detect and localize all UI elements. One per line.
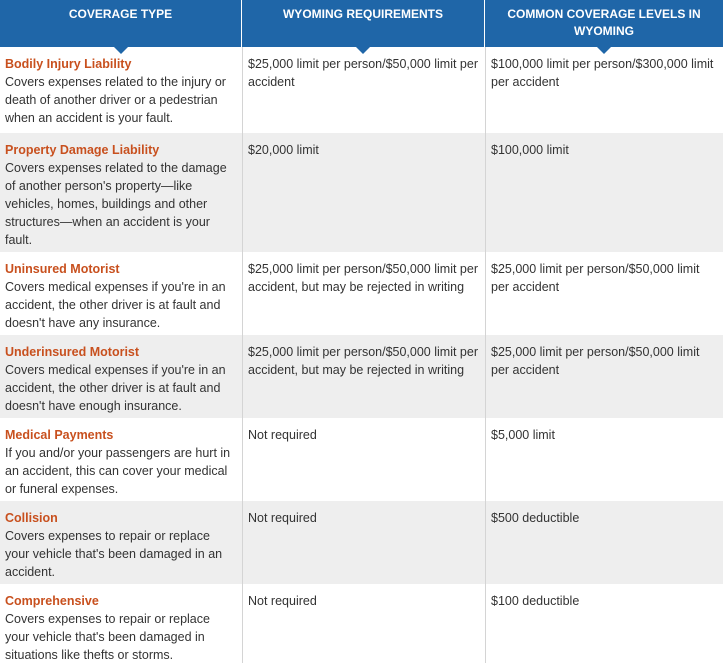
common-level-cell: $25,000 limit per person/$50,000 limit per accident <box>485 252 723 335</box>
header-wyoming-requirements <box>242 0 485 47</box>
header-pointer-icon <box>356 47 370 54</box>
header-wyoming-requirements-label: WYOMING REQUIREMENTS <box>282 7 443 21</box>
common-level-cell: $5,000 limit <box>485 418 723 501</box>
coverage-description: Covers medical expenses if you're in an accident, the other driver is at fault and doesn't have enough insurance. <box>5 363 226 413</box>
requirement-cell: Not required <box>242 584 485 663</box>
coverage-description: If you and/or your passengers are hurt in an accident, this can cover your medical or funeral expenses. <box>5 446 231 496</box>
coverage-description: Covers expenses related to the injury or death of another driver or a pedestrian when an accident is your fault. <box>5 75 226 125</box>
coverage-type-cell <box>0 47 242 133</box>
table-row <box>0 584 723 663</box>
common-level-cell: $500 deductible <box>485 501 723 584</box>
table-row <box>0 252 723 335</box>
header-common-coverage-label: COMMON COVERAGE LEVELS IN WYOMING <box>507 7 701 38</box>
requirement-cell: $25,000 limit per person/$50,000 limit per accident, but may be rejected in writing <box>242 252 485 335</box>
header-coverage-type <box>0 0 242 47</box>
coverage-description: Covers medical expenses if you're in an accident, the other driver is at fault and doesn't have any insurance. <box>5 280 226 330</box>
requirement-cell: Not required <box>242 501 485 584</box>
coverage-type-cell <box>0 418 242 501</box>
coverage-description: Covers expenses to repair or replace your vehicle that's been damaged in situations like thefts or storms. <box>5 612 210 662</box>
requirement-cell: $25,000 limit per person/$50,000 limit per accident <box>242 47 485 133</box>
coverage-title: Collision <box>5 511 58 525</box>
coverage-description: Covers expenses to repair or replace your vehicle that's been damaged in an accident. <box>5 529 223 579</box>
requirement-cell: $20,000 limit <box>242 133 485 252</box>
coverage-title: Comprehensive <box>5 594 99 608</box>
coverage-type-cell <box>0 133 242 252</box>
coverage-description: Covers expenses related to the damage of another person's property—like vehicles, homes, buildings and other structures—when an accident is your fault. <box>5 161 227 247</box>
coverage-title: Uninsured Motorist <box>5 262 120 276</box>
header-pointer-icon <box>114 47 128 54</box>
coverage-type-cell <box>0 584 242 663</box>
coverage-title: Bodily Injury Liability <box>5 57 132 71</box>
table-row <box>0 133 723 252</box>
table-row <box>0 418 723 501</box>
coverage-title: Underinsured Motorist <box>5 345 140 359</box>
header-pointer-icon <box>597 47 611 54</box>
coverage-type-cell <box>0 335 242 418</box>
table-row <box>0 47 723 133</box>
header-coverage-type-label: COVERAGE TYPE <box>68 7 173 21</box>
table-row <box>0 501 723 584</box>
common-level-cell: $100 deductible <box>485 584 723 663</box>
table-header <box>0 0 723 47</box>
coverage-title: Property Damage Liability <box>5 143 160 157</box>
table-row <box>0 335 723 418</box>
requirement-cell: Not required <box>242 418 485 501</box>
requirement-cell: $25,000 limit per person/$50,000 limit per accident, but may be rejected in writing <box>242 335 485 418</box>
coverage-type-cell <box>0 252 242 335</box>
header-common-coverage <box>485 0 723 47</box>
common-level-cell: $25,000 limit per person/$50,000 limit per accident <box>485 335 723 418</box>
coverage-type-cell <box>0 501 242 584</box>
common-level-cell: $100,000 limit per person/$300,000 limit per accident <box>485 47 723 133</box>
coverage-title: Medical Payments <box>5 428 114 442</box>
common-level-cell: $100,000 limit <box>485 133 723 252</box>
